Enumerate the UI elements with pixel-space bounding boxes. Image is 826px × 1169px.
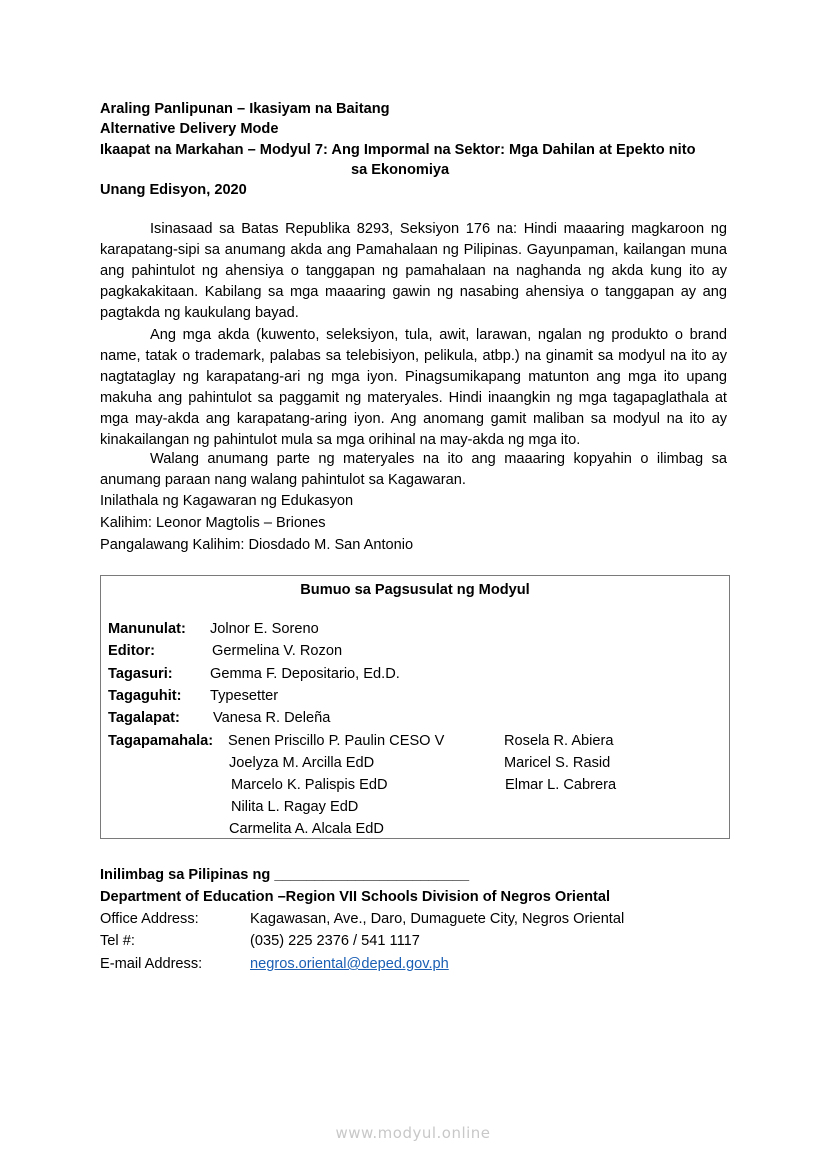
undersecretary: Pangalawang Kalihim: Diosdado M. San Antonio (100, 537, 414, 553)
printed-in: Inilimbag sa Pilipinas ng ________________________ (100, 867, 470, 883)
module-title: Ikaapat na Markahan – Modyul 7: Ang Impormal na Sektor: Mga Dahilan at Epekto nito (100, 142, 696, 158)
delivery-mode: Alternative Delivery Mode (100, 121, 279, 137)
layout-label: Tagalapat: (108, 710, 180, 726)
illustrator-label: Tagaguhit: (108, 688, 182, 704)
reviewer-label: Tagasuri: (108, 666, 173, 682)
illustrator-name: Typesetter (210, 688, 279, 704)
management-member: Joelyza M. Arcilla EdD (229, 755, 375, 771)
management-member: Maricel S. Rasid (504, 755, 611, 771)
copyright-paragraph-2: Ang mga akda (kuwento, seleksiyon, tula, awit, larawan, ngalan ng produkto o brand name, tatak o trademark, palabas sa telebisiyon, pelikula, atbp.) na ginamit sa modyul na ito ay nagtataglay ng karapatang-ari ng mga iyon. Pinagsumikapang matunton ang mga ito upang makuha ang pahintulot sa paggamit ng materyales. Hindi inaangkin ng mga tagapaglathala at mga may-akda ang karapatang-aring iyon. Ang anomang gamit maliban sa modyul na ito ay kinakailangan ng pahintulot mula sa mga orihinal na may-akda ng mga ito. (100, 327, 727, 448)
credits-box (100, 575, 730, 839)
reviewer-name: Gemma F. Depositario, Ed.D. (210, 666, 400, 682)
writer-label: Manunulat: (108, 621, 186, 637)
management-label: Tagapamahala: (108, 733, 214, 749)
copyright-paragraph-3: Walang anumang parte ng materyales na ito ang maaaring kopyahin o ilimbag sa anumang paraan nang walang pahintulot sa Kagawaran. (100, 451, 727, 488)
layout-name: Vanesa R. Deleña (213, 710, 331, 726)
email-label: E-mail Address: (100, 956, 203, 972)
module-title-cont: sa Ekonomiya (351, 162, 450, 178)
watermark: www.modyul.online (335, 1124, 491, 1142)
secretary: Kalihim: Leonor Magtolis – Briones (100, 515, 326, 531)
management-member: Senen Priscillo P. Paulin CESO V (228, 733, 445, 749)
management-member: Marcelo K. Palispis EdD (231, 777, 388, 793)
management-member: Elmar L. Cabrera (505, 777, 617, 793)
credits-title: Bumuo sa Pagsusulat ng Modyul (300, 582, 530, 598)
email-link[interactable]: negros.oriental@deped.gov.ph (250, 956, 449, 972)
editor-name: Germelina V. Rozon (212, 643, 343, 659)
tel-number: (035) 225 2376 / 541 1117 (250, 933, 420, 949)
office-address: Kagawasan, Ave., Daro, Dumaguete City, Negros Oriental (250, 911, 625, 927)
management-member: Rosela R. Abiera (504, 733, 614, 749)
department-name: Department of Education –Region VII Schools Division of Negros Oriental (100, 889, 611, 905)
published-by: Inilathala ng Kagawaran ng Edukasyon (100, 493, 354, 509)
management-member: Nilita L. Ragay EdD (231, 799, 359, 815)
writer-name: Jolnor E. Soreno (210, 621, 319, 637)
editor-label: Editor: (108, 643, 156, 659)
edition: Unang Edisyon, 2020 (100, 182, 247, 198)
subject-title: Araling Panlipunan – Ikasiyam na Baitang (100, 101, 390, 117)
management-member: Carmelita A. Alcala EdD (229, 821, 384, 837)
tel-label: Tel #: (100, 933, 135, 949)
office-address-label: Office Address: (100, 911, 199, 927)
copyright-paragraph-1: Isinasaad sa Batas Republika 8293, Seksiyon 176 na: Hindi maaaring magkaroon ng karapatang-sipi sa anumang akda ang Pamahalaan ng Pilipinas. Gayunpaman, kailangan muna ang pahintulot ng ahensiya o tanggapan ng pamahalaan na naghanda ng akda kung ito ay pagkakakitaan. Kabilang sa mga maaaring gawin ng nasabing ahensiya o tanggapan ay ang pagtakda ng kaukulang bayad. (100, 221, 727, 321)
